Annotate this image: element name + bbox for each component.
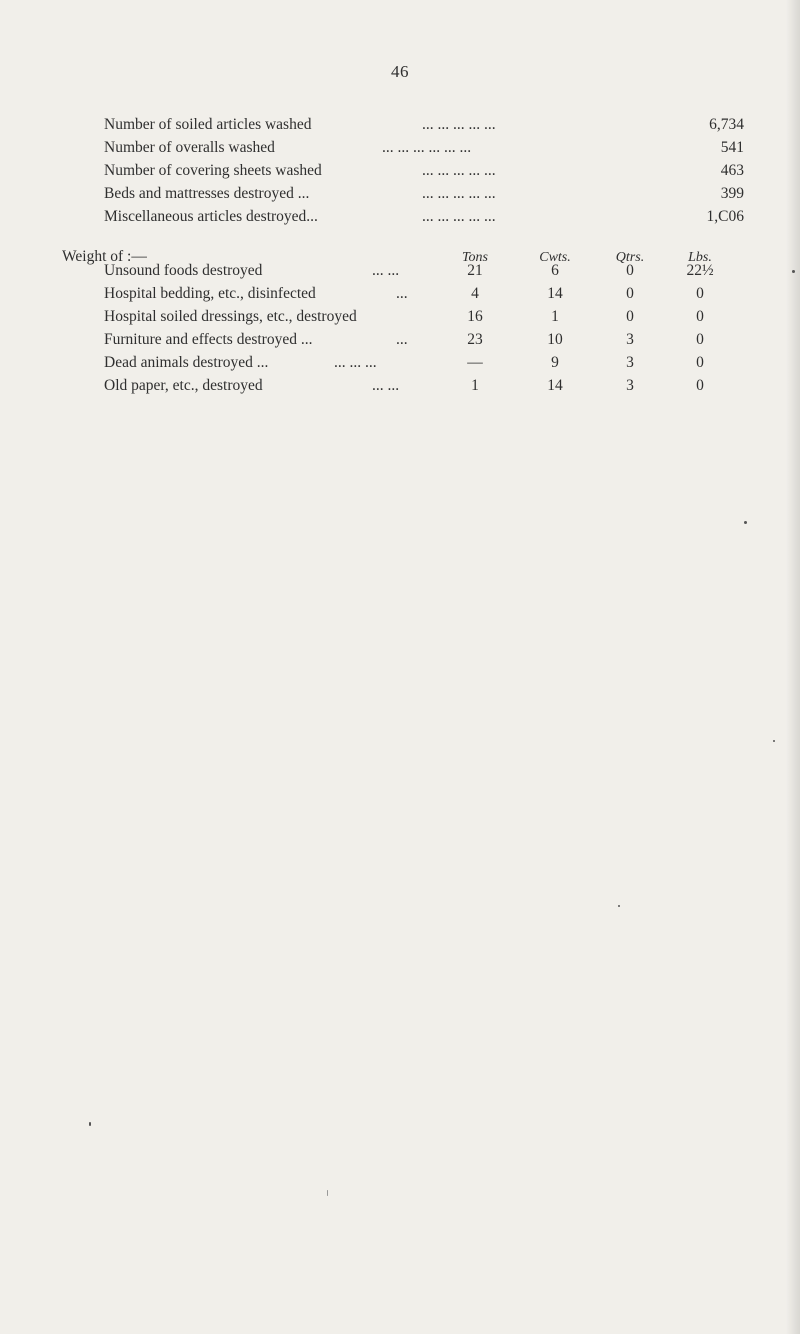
weight-row: [104, 260, 744, 282]
tons-value: 4: [471, 285, 479, 302]
column-header-cwts: Cwts.: [539, 250, 571, 265]
cwts-value: 6: [551, 262, 559, 279]
count-row: [104, 137, 744, 159]
column-header-lbs: Lbs.: [688, 250, 712, 265]
leader-dots: ... ... ... ... ...: [422, 116, 496, 133]
cwts-value: 9: [551, 354, 559, 371]
count-row: [104, 183, 744, 205]
count-row: [104, 160, 744, 182]
leader-dots: ... ... ...: [334, 354, 377, 371]
weight-row: [104, 306, 744, 328]
weight-row: [104, 329, 744, 351]
cwts-value: 14: [547, 285, 563, 302]
count-label: Number of overalls washed: [104, 139, 275, 156]
leader-dots: ... ... ... ... ...: [422, 208, 496, 225]
count-label: Beds and mattresses destroyed ...: [104, 185, 310, 202]
tons-value: 16: [467, 308, 483, 325]
column-header-tons: Tons: [462, 250, 488, 265]
lbs-value: 22½: [686, 262, 714, 279]
count-label: Number of covering sheets washed: [104, 162, 322, 179]
leader-dots: ... ...: [372, 377, 400, 394]
count-value: 463: [720, 162, 744, 179]
paper-speck: [327, 1190, 328, 1196]
qtrs-value: 3: [626, 331, 634, 348]
lbs-value: 0: [696, 354, 704, 371]
lbs-value: 0: [696, 285, 704, 302]
leader-dots: ...: [396, 285, 408, 302]
tons-value: 23: [467, 331, 483, 348]
qtrs-value: 0: [626, 262, 634, 279]
leader-dots: ... ...: [372, 262, 400, 279]
column-header-qtrs: Qtrs.: [615, 250, 645, 265]
paper-speck: [792, 270, 795, 273]
paper-speck: [618, 905, 620, 907]
tons-value: 21: [467, 262, 483, 279]
count-label: Number of soiled articles washed: [104, 116, 312, 133]
tons-value: 1: [471, 377, 479, 394]
count-value: 6,734: [709, 116, 744, 133]
leader-dots: ... ... ... ... ...: [422, 162, 496, 179]
count-value: 1,C06: [706, 208, 744, 225]
qtrs-value: 3: [626, 377, 634, 394]
lbs-value: 0: [696, 331, 704, 348]
tons-value: —: [467, 354, 483, 371]
paper-speck: [773, 740, 775, 742]
cwts-value: 1: [551, 308, 559, 325]
weight-label: Dead animals destroyed ...: [104, 354, 269, 371]
qtrs-value: 0: [626, 308, 634, 325]
qtrs-value: 0: [626, 285, 634, 302]
lbs-value: 0: [696, 377, 704, 394]
paper-speck: [744, 521, 747, 524]
cwts-value: 14: [547, 377, 563, 394]
leader-dots: ... ... ... ... ... ...: [382, 139, 472, 156]
count-row: [104, 114, 744, 136]
count-value: 541: [720, 139, 744, 156]
leader-dots: ...: [396, 331, 408, 348]
weight-row: [104, 283, 744, 305]
cwts-value: 10: [547, 331, 563, 348]
weight-row: [104, 375, 744, 397]
count-row: [104, 206, 744, 228]
weight-label: Hospital bedding, etc., disinfected: [104, 285, 316, 302]
weight-label: Furniture and effects destroyed ...: [104, 331, 313, 348]
weight-label: Hospital soiled dressings, etc., destroyed: [104, 308, 357, 325]
count-value: 399: [720, 185, 744, 202]
qtrs-value: 3: [626, 354, 634, 371]
weight-label: Old paper, etc., destroyed: [104, 377, 263, 394]
weight-label: Unsound foods destroyed: [104, 262, 263, 279]
lbs-value: 0: [696, 308, 704, 325]
leader-dots: ... ... ... ... ...: [422, 185, 496, 202]
count-label: Miscellaneous articles destroyed...: [104, 208, 318, 225]
page-number: 46: [391, 62, 409, 81]
weight-heading-text: Weight of :—: [62, 248, 147, 265]
paper-speck: [89, 1122, 91, 1126]
weight-row: [104, 352, 744, 374]
page-edge-shadow: [786, 0, 800, 1334]
